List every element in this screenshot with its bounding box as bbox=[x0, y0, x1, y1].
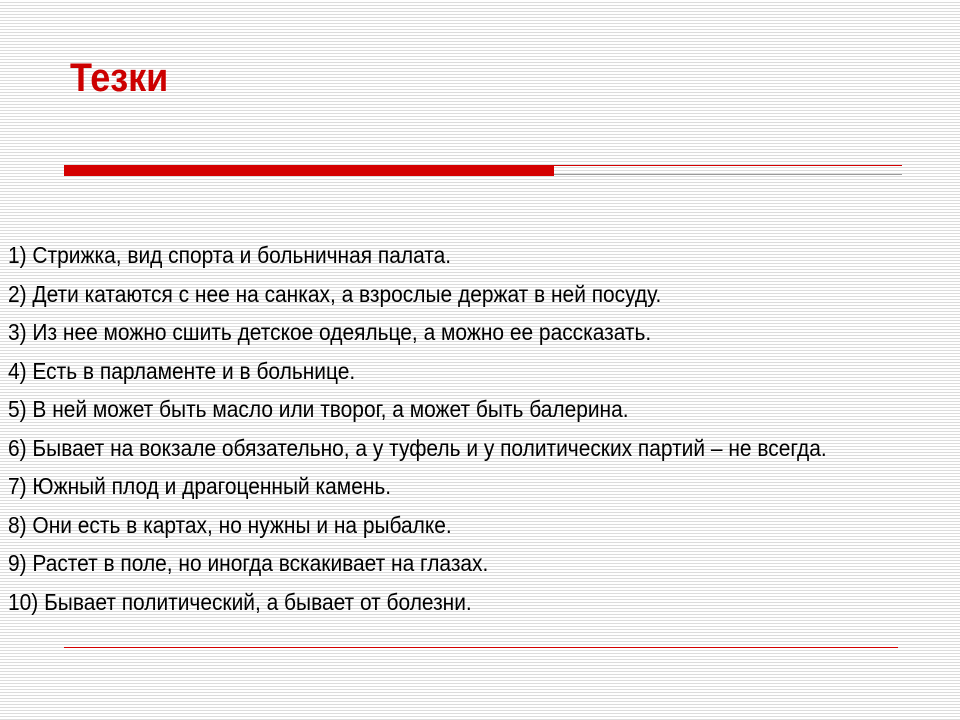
list-item-8: 8) Они есть в картах, но нужны и на рыбалке. bbox=[8, 511, 452, 538]
list-item-3: 3) Из нее можно сшить детское одеяльце, а можно ее рассказать. bbox=[8, 319, 652, 345]
slide-title: Тезки bbox=[70, 56, 169, 100]
list-item-1: 1) Стрижка, вид спорта и больничная палата. bbox=[8, 242, 452, 268]
riddle-list bbox=[8, 236, 953, 621]
list-item-6: 6) Бывает на вокзале обязательно, а у туфель и у политических партий – не всегда. bbox=[8, 434, 827, 461]
list-item-9: 9) Растет в поле, но иногда вскакивает на глазах. bbox=[8, 550, 489, 576]
list-item-2: 2) Дети катаются с нее на санках, а взрослые держат в ней посуду. bbox=[8, 280, 662, 307]
list-item-10: 10) Бывает политический, а бывает от болезни. bbox=[8, 588, 472, 615]
riddle-list-container bbox=[8, 236, 953, 621]
list-item-4: 4) Есть в парламенте и в больнице. bbox=[8, 357, 356, 384]
bottom-rule bbox=[64, 646, 898, 648]
title-underline-thick bbox=[64, 165, 554, 176]
title-underline-thin bbox=[554, 165, 902, 175]
list-item-7: 7) Южный плод и драгоценный камень. bbox=[8, 473, 392, 499]
list-item-5: 5) В ней может быть масло или творог, а может быть балерина. bbox=[8, 396, 629, 422]
